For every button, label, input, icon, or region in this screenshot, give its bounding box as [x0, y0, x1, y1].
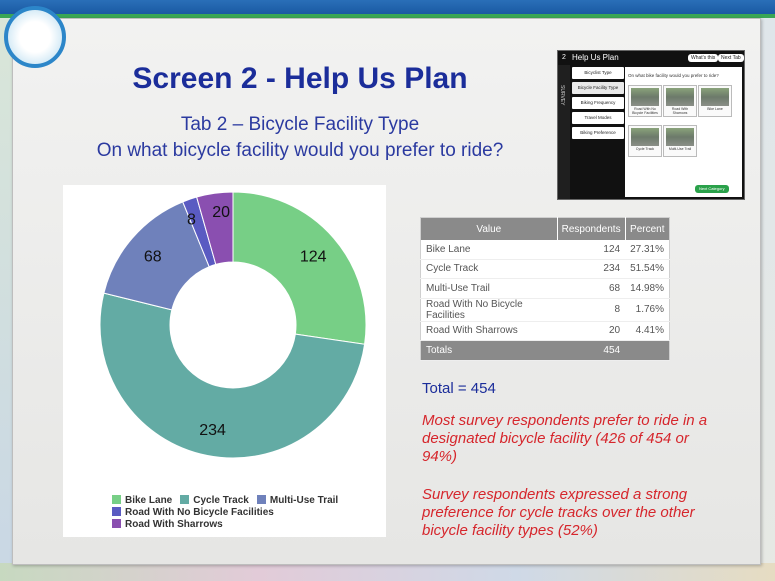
thumb-photo-caption: Multi-Use Trail: [668, 147, 692, 151]
table-row: [421, 298, 670, 321]
table-cell-percent: 14.98%: [625, 279, 669, 299]
table-cell-respondents: 68: [557, 279, 625, 299]
legend-label: Road With No Bicycle Facilities: [125, 507, 274, 518]
thumb-next-category-button: Next Category: [695, 185, 729, 193]
donut-data-label: 234: [199, 422, 226, 440]
thumb-photo-option: [628, 85, 662, 117]
legend-swatch: [112, 507, 121, 516]
subtitle-line-1: Tab 2 – Bicycle Facility Type: [180, 114, 420, 135]
thumb-tab: Travel Modes: [572, 112, 624, 124]
legend-item[interactable]: [112, 507, 274, 519]
table-cell-respondents: 124: [557, 240, 625, 259]
table-cell-respondents: 8: [557, 298, 625, 321]
thumb-photo-image: [701, 88, 729, 106]
thumb-photo-option: [698, 85, 732, 117]
table-cell-percent: 51.54%: [625, 259, 669, 279]
thumb-photo-option: [628, 125, 662, 157]
table-total-label: Totals: [421, 341, 558, 361]
table-row: [421, 321, 670, 341]
thumb-photo-option: [663, 125, 697, 157]
table-total-value: 454: [557, 341, 625, 361]
table-total-empty: [625, 341, 669, 361]
donut-chart: [63, 185, 386, 537]
thumb-side-label: SURVEY: [559, 85, 565, 106]
legend-label: Bike Lane: [125, 495, 173, 506]
donut-data-label: 68: [143, 248, 162, 266]
thumb-photo-image: [666, 128, 694, 146]
thumb-tab: Biking Preference: [572, 127, 624, 139]
slide-subtitle: [0, 112, 600, 164]
donut-data-label: 20: [212, 204, 231, 222]
thumb-step: 2: [562, 54, 566, 61]
table-header-row: [421, 218, 670, 241]
thumb-header: [558, 51, 744, 65]
table-cell-value: Road With Sharrows: [421, 321, 558, 341]
legend-item[interactable]: [257, 495, 338, 507]
survey-screenshot-thumbnail: [557, 50, 745, 200]
logo-icon: [4, 6, 66, 68]
legend-item[interactable]: [112, 519, 223, 531]
table-cell-value: Bike Lane: [421, 240, 558, 259]
thumb-photo-option: [663, 85, 697, 117]
donut-slice[interactable]: [233, 192, 366, 344]
table-cell-value: Multi-Use Trail: [421, 279, 558, 299]
subtitle-line-2: On what bicycle facility would you prefer to ride?: [96, 140, 504, 161]
thumb-content: [625, 67, 742, 197]
legend-label: Multi-Use Trail: [269, 495, 339, 506]
table-cell-respondents: 234: [557, 259, 625, 279]
thumb-next-tab-button: Next Tab: [718, 54, 744, 62]
top-banner: [0, 0, 775, 14]
chart-container: [63, 185, 386, 537]
table-cell-value: Road With No Bicycle Facilities: [421, 298, 558, 321]
table-cell-percent: 1.76%: [625, 298, 669, 321]
thumb-whats-button: What's this: [688, 54, 718, 62]
legend-label: Road With Sharrows: [125, 519, 223, 530]
thumb-tab: Biking Frequency: [572, 97, 624, 109]
table-header-respondents: Respondents: [557, 218, 625, 241]
table-cell-respondents: 20: [557, 321, 625, 341]
thumb-photo-caption: Cycle Track: [635, 147, 655, 151]
legend-label: Cycle Track: [193, 495, 249, 506]
thumb-tab: Bicycle Facility Type: [572, 82, 624, 94]
legend-swatch: [112, 495, 121, 504]
thumb-photo-caption: Road With Sharrows: [671, 107, 689, 115]
table-cell-percent: 4.41%: [625, 321, 669, 341]
thumb-photo-caption: Road With No Bicycle Facilities: [632, 107, 658, 115]
donut-data-label: 8: [187, 211, 196, 229]
thumb-sidebar: [558, 65, 570, 199]
table-header-value: Value: [421, 218, 558, 241]
slide-title: Screen 2 - Help Us Plan: [132, 62, 468, 95]
table-total-row: [421, 341, 670, 361]
thumb-photo-image: [666, 88, 694, 106]
table-header-percent: Percent: [625, 218, 669, 241]
legend-swatch: [112, 519, 121, 528]
table-row: [421, 240, 670, 259]
note-designated-facility: Most survey respondents prefer to ride in a designated bicycle facility (426 of 454 or 94%): [422, 412, 708, 465]
donut-data-label: 124: [299, 248, 327, 266]
legend-item[interactable]: [180, 495, 249, 507]
results-table: [420, 217, 670, 361]
legend-swatch: [257, 495, 266, 504]
note-cycle-track-preference: Survey respondents expressed a strong preference for cycle tracks over the other bicycle facility types (52%): [422, 486, 695, 539]
thumb-tab: Bicyclist Type: [572, 67, 624, 79]
thumb-tab-list: [572, 67, 624, 142]
thumb-photo-image: [631, 88, 659, 106]
table-cell-value: Cycle Track: [421, 259, 558, 279]
thumb-photo-image: [631, 128, 659, 146]
thumb-question: On what bike facility would you prefer to ride?: [628, 73, 719, 78]
thumb-title: Help Us Plan: [572, 53, 619, 62]
background-bottom: [0, 563, 775, 581]
chart-legend: [112, 495, 382, 531]
thumb-photo-caption: Bike Lane: [707, 107, 723, 111]
total-line: Total = 454: [422, 380, 496, 397]
table-row: [421, 259, 670, 279]
legend-item[interactable]: [112, 495, 172, 507]
table-row: [421, 279, 670, 299]
table-cell-percent: 27.31%: [625, 240, 669, 259]
legend-swatch: [180, 495, 189, 504]
